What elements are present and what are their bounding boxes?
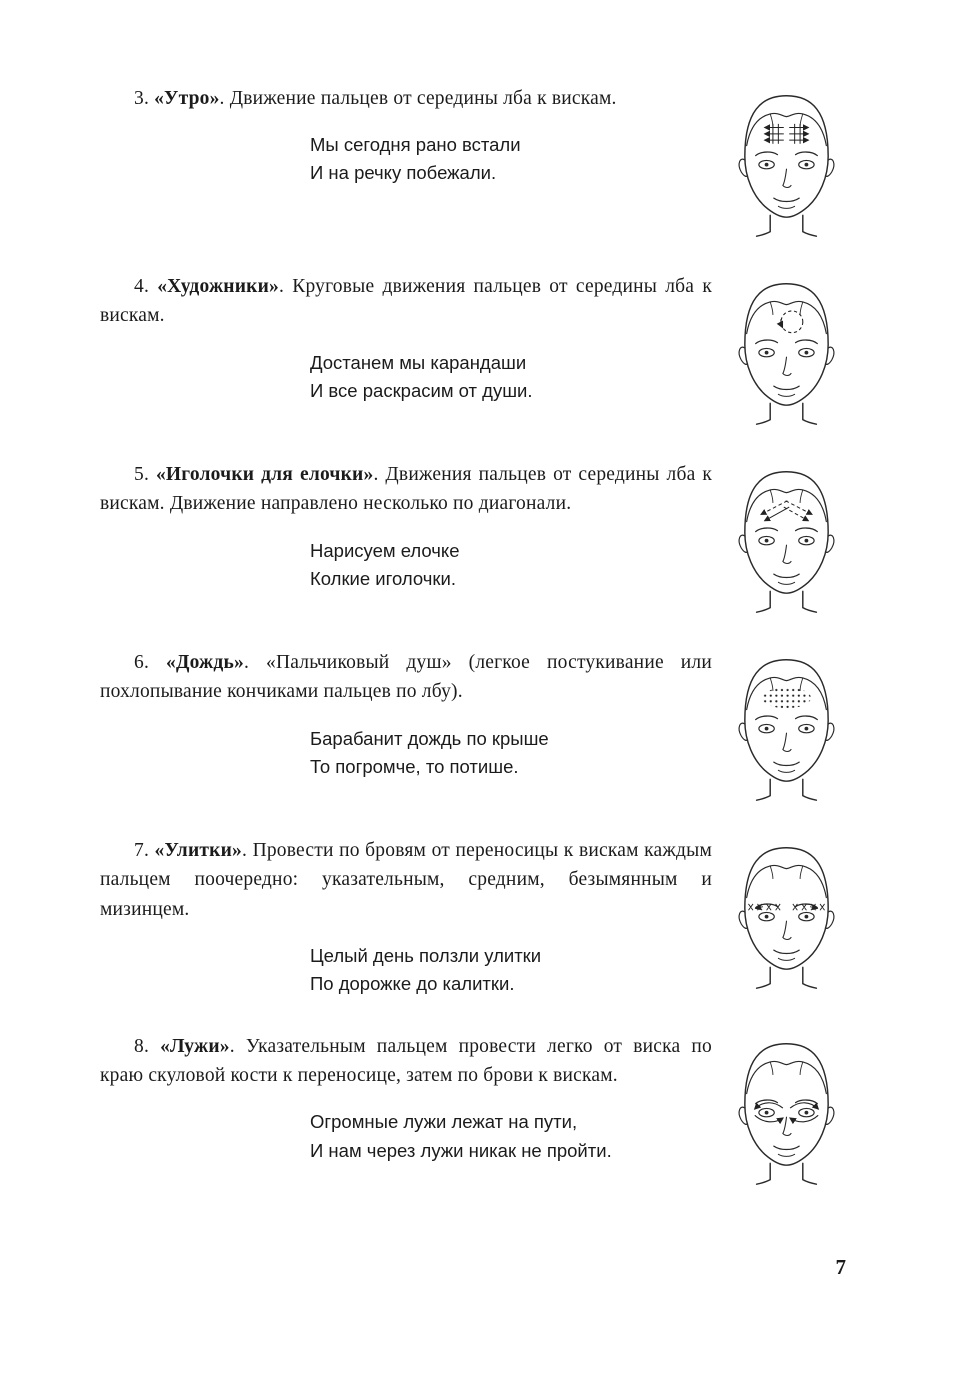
child-face-eye-contour-arrows-icon (723, 1032, 850, 1186)
verse-line: Нарисуем елочке (310, 539, 460, 561)
child-face-forehead-dashed-circle-icon (723, 272, 850, 426)
exercise-item (100, 1032, 860, 1186)
exercise-description-text: . Круговые движения пальцев от середины лба к вискам. (100, 276, 713, 327)
exercise-description-text: . «Пальчиковый душ» (легкое постукивание или похлопывание кончиками пальцев по лбу). (100, 652, 713, 703)
verse-line: И на речку побежали. (310, 162, 497, 184)
verse-line: Целый день ползли улитки (310, 944, 542, 966)
exercise-item (100, 836, 860, 998)
exercise-item (100, 648, 860, 802)
exercise-description (100, 1032, 712, 1091)
exercise-description-text: . Указательным пальцем провести легко от виска по краю скуловой кости к переносице, затем по брови к вискам. (100, 1035, 712, 1087)
verse-line: И все раскрасим от души. (310, 379, 533, 401)
exercise-figure (712, 272, 860, 426)
exercise-description (100, 272, 712, 331)
verse-line: По дорожке до калитки. (310, 972, 515, 994)
exercise-description-text: . Движения пальцев от середины лба к вискам. Движение направлено несколько по диагонали. (100, 464, 713, 515)
verse (310, 1108, 712, 1164)
verse-line: Достанем мы карандаши (310, 351, 527, 373)
exercise-number: 8. (134, 1035, 150, 1057)
exercise-figure (712, 836, 860, 998)
exercise-description-text: . Движение пальцев от середины лба к вискам. (219, 88, 617, 109)
verse (310, 131, 712, 187)
child-face-forehead-horizontal-arrows-icon (723, 84, 850, 238)
exercise-item (100, 272, 860, 426)
child-face-forehead-diagonal-dashed-arrows-icon (723, 460, 850, 614)
exercise-description (100, 836, 712, 924)
exercise-figure (712, 460, 860, 614)
exercise-number: 5. (134, 464, 150, 485)
exercise-title: «Художники» (157, 276, 279, 297)
verse-line: Колкие иголочки. (310, 567, 456, 589)
verse-line: Барабанит дождь по крыше (310, 727, 549, 749)
exercise-title: «Лужи» (160, 1035, 230, 1057)
child-face-eyebrow-loop-arrows-icon (723, 836, 850, 990)
verse (310, 537, 712, 593)
exercise-number: 7. (134, 840, 150, 861)
verse-line: Мы сегодня рано встали (310, 134, 521, 156)
exercise-number: 3. (134, 88, 150, 109)
exercise-figure (712, 1032, 860, 1186)
verse-line: То погромче, то потише. (310, 755, 519, 777)
exercise-text (100, 272, 712, 426)
verse (310, 349, 712, 405)
exercise-number: 6. (134, 652, 150, 673)
verse (310, 725, 712, 781)
exercise-item (100, 460, 860, 614)
exercise-number: 4. (134, 276, 150, 297)
exercise-title: «Иголочки для елочки» (155, 464, 374, 485)
exercise-text (100, 836, 712, 998)
exercise-figure (712, 84, 860, 238)
verse-line: Огромные лужи лежат на пути, (310, 1111, 578, 1133)
exercise-description (100, 648, 712, 707)
verse-line: И нам через лужи никак не пройти. (310, 1139, 612, 1161)
exercise-item (100, 84, 860, 238)
exercise-description (100, 460, 712, 519)
exercise-title: «Утро» (154, 88, 220, 109)
exercise-text (100, 84, 712, 238)
child-face-forehead-dots-icon (723, 648, 850, 802)
exercise-title: «Дождь» (166, 652, 244, 673)
exercise-text (100, 460, 712, 614)
exercise-description-text: . Провести по бровям от переносицы к вискам каждым пальцем поочередно: указательным, средним, безымянным и мизинцем. (100, 840, 713, 920)
exercise-text (100, 648, 712, 802)
exercise-description (100, 84, 712, 113)
page-number: 7 (835, 1255, 846, 1279)
exercise-text (100, 1032, 712, 1186)
verse (310, 942, 712, 998)
exercise-figure (712, 648, 860, 802)
exercise-title: «Улитки» (154, 840, 242, 861)
